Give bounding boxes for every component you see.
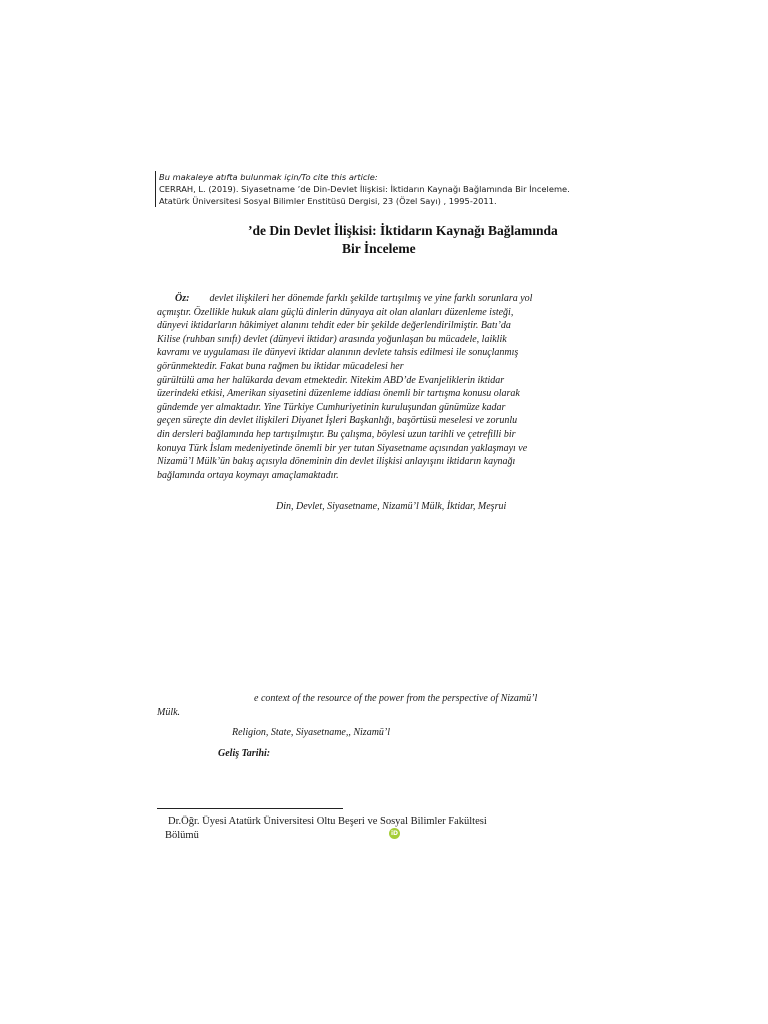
abstract-line: Nizamü’l Mülk’ün bakış açısıyla döneminin din devlet ilişkisi anlayışını iktidarın kaynağı: [157, 456, 516, 468]
citation-line-1: CERRAH, L. (2019). Siyasetname ’de Din-Devlet İlişkisi: İktidarın Kaynağı Bağlamında Bir İnceleme.: [159, 184, 570, 194]
abstract-line: din dersleri bağlamında hep tartışılmıştır. Bu çalışma, böylesi uzun tarihli ve çetrefilli bir: [157, 428, 516, 440]
abstract-line: gündemde yer almaktadır. Yine Türkiye Cumhuriyetinin kuruluşundan günümüze kadar: [157, 401, 506, 413]
article-title-line-2: Bir İnceleme: [342, 241, 416, 256]
citation-block: [155, 171, 619, 207]
abstract-line: gürültülü ama her halükarda devam etmektedir. Nitekim ABD’de Evanjeliklerin iktidar: [157, 374, 505, 386]
orcid-icon[interactable]: iD: [390, 830, 399, 837]
abstract: [157, 292, 611, 482]
article-title-line-1: ’de Din Devlet İlişkisi: İktidarın Kaynağı Bağlamında: [248, 223, 558, 238]
abstract-line: Öz: devlet ilişkileri her dönemde farklı şekilde tartışılmış ve yine farklı sorunlara yol: [175, 293, 533, 304]
abstract-line: üzerindeki etkisi, Amerikan siyasetini düzenleme iddiası önemli bir tartışma konusu olarak: [157, 388, 520, 400]
abstract-label: Öz:: [175, 293, 190, 304]
keywords-tr: Din, Devlet, Siyasetname, Nizamü’l Mülk, İktidar, Meşrui: [276, 501, 507, 512]
abstract-line: bağlamında ortaya koymayı amaçlamaktadır.: [157, 469, 339, 481]
abstract-line: konuya Türk İslam medeniyetinde önemli bir yer tutan Siyasetname açısından yaklaşmayı ve: [157, 442, 528, 454]
keywords-en: Religion, State, Siyasetname,, Nizamü’l: [232, 727, 391, 738]
abstract-line: kavramı ve uygulaması ile dünyevi iktidar alanının devlete tahsis edilmesi ile sonuçlanmış: [157, 347, 519, 359]
abstract-line: dünyevi iktidarların hâkimiyet alanını tehdit eder bir şekilde değerlendirilmiştir. Batı’da: [157, 320, 511, 332]
citation-line-2: Atatürk Üniversitesi Sosyal Bilimler Enstitüsü Dergisi, 23 (Özel Sayı) , 1995-2011.: [159, 196, 497, 206]
abstract-line: Kilise (ruhban sınıfı) devlet (dünyevi iktidar) arasında yoğunlaşan bu mücadele, laiklik: [157, 333, 507, 345]
footnote-line-2: Bölümü: [165, 830, 199, 841]
footnote-divider: [157, 808, 343, 809]
received-date-label: Geliş Tarihi:: [218, 748, 271, 759]
citation-label: Bu makaleye atıfta bulunmak için/To cite this article:: [159, 172, 378, 182]
abstract-line: geçen süreçte din devlet ilişkileri Diyanet İşleri Başkanlığı, başörtüsü meselesi ve zorunlu: [157, 415, 518, 427]
footnote-line-1: Dr.Öğr. Üyesi Atatürk Üniversitesi Oltu Beşeri ve Sosyal Bilimler Fakültesi: [168, 816, 487, 827]
abstract-line: görünmektedir. Fakat buna rağmen bu iktidar mücadelesi her: [157, 360, 404, 372]
english-abstract-line-2: Mülk.: [157, 707, 181, 718]
english-abstract-line-1: e context of the resource of the power from the perspective of Nizamü’l: [254, 693, 538, 704]
abstract-line: açmıştır. Özellikle hukuk alanı güçlü dinlerin dünyaya ait olan alanları düzenleme isteği,: [157, 306, 514, 318]
